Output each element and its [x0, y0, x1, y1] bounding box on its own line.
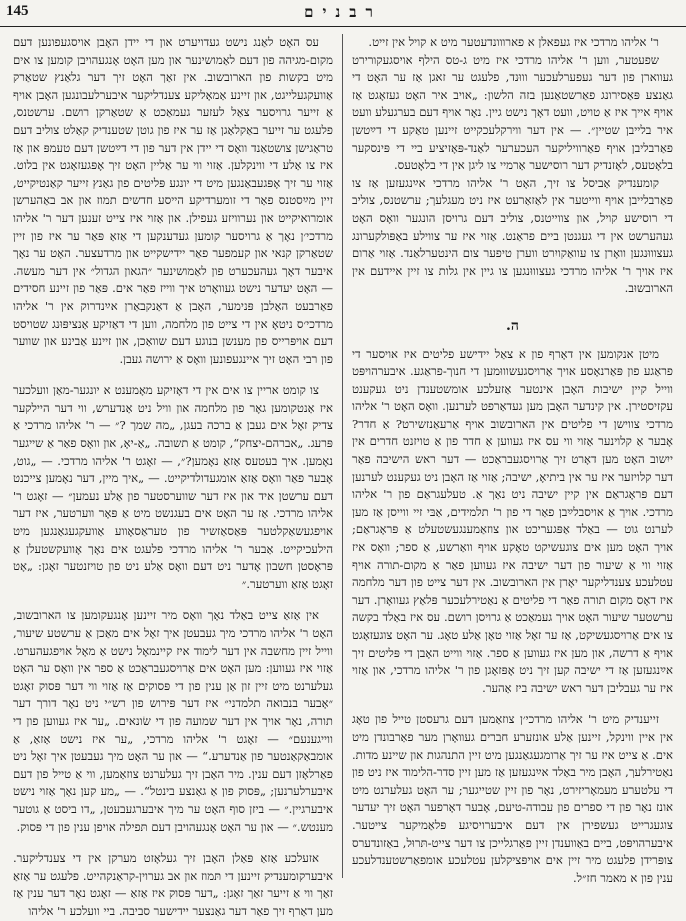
paragraph-gap: [13, 836, 333, 850]
right-column: [343, 34, 682, 885]
paragraph: ר' אליהו מרדכי איז געפאלן א פארווונדעטער מיט א קויל אין זייט.: [368, 35, 659, 49]
paragraph-gap: [13, 593, 333, 607]
text-columns: [4, 34, 682, 918]
paragraph: אין אַזאַ צייט באַלד נאָך וואָס מיר זיינען אָנגעקומען צו הארובשוב, האָט ר' אליהו מרדכי מיך געבעטן איך זאָל אים מאַכן אַ ערשטע שיעור, ווייל זיין מחשבה אין דער לימוד איז קיינמאָל נישט אַ מאָל אויפגעהערט. אַזוי איז געווען: מען האָט אים אַרויסגעבראַכט אַ ספר אין וואָס ער האָט געלערנט מיט זיין זון אַן ענין פון די פּסוקים אַז אַזוי ווי דער פּסוק זאָגט ״אָבער בנבואה תלמדני״ איז דער פּירוש פון רש״י ניט נאָר דורך דער תורה, נאָר אויך אין דער שמועה פון די שׂונאים. „ער איז געווען פון די ווייגענעם״ — זאָגט ר' אליהו מרדכי, „ער איז נישט אַזאַ, אַ אומבאַקאַנטער פון אַנדערע.“ — און ער האָט מיך געבעטן איך זאָל ניט פאַרלאָזן דעם ענין. מיר האָבן זיך געלערנט צוזאַמען, ווי אַ טייל פון דעם איבערלערנען; „פּסוק פון אַ גאַנצע בינטל“. — „מע קען נאָך אַזוי נישט איבערגיין.״ — ביזן סוף האָט ער מיך איבערגעבעטן, „דו ביסט אַ גוטער מענטש.״ — און ער האָט אָנגעהויבן דעם תּפילה אויפן ענין פון די פּסוק.: [13, 608, 333, 834]
paragraph: זייענדיק מיט ר' אליהו מרדכי׳ן צוזאַמען דעם גרעסטן טייל פון טאָג אין איין ווינקל, זיינען אַלע אונזערע חברים געוואָרן מער פאַרבונדן מיט אים. אַ צייט איז ער זיך אַרומגעגאַנגען מיט זיין התנהגות און שיינע מדות. נאַטירלעך, האָבן מיר באַלד אײַנגעזען אַז מען זיין סדר-הלימוד איז ניט פון די עלטערע מעמאָריזירט, נאָר פון זיין שטייגער; ער האָט געלערנט מיט אונז נאָר פון די ספרים פון עבודה-טיעם, אָבער דאָרפער האָט זיך יעדער צוגעגרייט געשפירן אין דעם איבערויסיגע פּלאַמיקער צייטער. איבערהויפּט, ביים באַווענדן זיין פאַרגלייכן צו דער צייט-תּרוּל, באַזונדערס צופּרידן פלעגט מיר זיין אים אויפּציקלען עטלעכע אומפאַרשטענדלעכע ענין פון א מאמר חז״ל.: [352, 712, 673, 885]
paragraph: עס האָט לאַנג נישט געדויערט און די יידן האָבן אויסגעפונען דעם מקום-מגיהה פון דעם לאַמושינער און מען האָט אָנגעהויבן קומען צו אים מיט בקשות פון הארובשוב. אין זאַך האָט זיך דער גלאַנץ שטאַרק אַוועקגעלייגט, און זיינע אַמאָליקע צענדליקער איבערלעבונגען האָבן אויף אַ זייער גרויסער צאַל לעזער געמאַכט אַ שטאַרקן רושם. ערשטנס, פלעגט ער זייער באַקלאַגן אַז ער איז פון גוטן שטענדיק קאַלט צוליב דעם טראַגישן צושטאַנד וואָס די יידן אין דער פון די דײַטשן דעם טעמפּ און אַז איז צו אַלע די ווינקלען. אַזוי ווי ער אַליין האָט זיך אָפּגעזאָגט אין בלוט. אַזוי ער זיך אָפּגעבאַנגען מיט די יונגע פּליטים פון גאַנץ זייער קאַנטיקייט, זיין מײַסטנס פאַר די זומערדיקע הייסע חדשים תמוז און אב באַהערשן אומרואיקייט און נערוויזע געפילן. און אַזוי איז צייט זענען דער ר' אליהו מרדכי׳ן נאָך אַ גרויסער קומען געדענקען די אַזאַ פּאַר ער איז פון זיין שטאַרקן קנאי און קעמפער פאַר יידישקייט און מרדעצער. האָט ער נאָך איבער דאָך געהעכערט פון לאַמושינער ״הגאון הגדול״ אין דער מעשה.— האָט יעדער נישט געוואָרט איך ווייז פאַר אים. פּאַר פון זיינע חסידים פאַרבעט האַלבן פּנימער, האָבן אַ דאַנקבאַרן אײַנדרוק אין ר' אליהו מרדכי׳ס ניטאָ אין די צייט פון מלחמה, ווען די דאַזיקע אַנציפּוּנג שטויסט דעם אויפּרייס פון מענשן בנוגע דעם שוואַכן, און זיינע אַבינע און שווער פון רבי האָט זיך איינגעפונען וואָס אַ ירושה געבן.: [13, 35, 333, 366]
paragraph: מיטן אנקומען אין דאָרף פון א צאַל יידישע פליטים איז אויסער די פראַגע פון פּאַרנאָסע אויך אַרויסגעשוווּמען די חנוך-פראַגע. איבערהויפּט ווייל קיין ישיבות האָבן אינטער אַזעלכע אומשטענדן ניט געקענט עקזיסטירן. אין קינדער האָבן מען געדאַרפט לערנען. וואָס האָט ר' אליהו מרדכי צווישן די פליטים אין הארובשוב אויף אַרעאַנזשירט? אַ חדר? אָבער אַ קלוינער אַזוי ווי עס איז געווען אַ חדר פון אַ טויזנט חדרים אין ייִשוב האָט מען דאָרט זיך אַרויסגעבראַכט — דער ראש הישיבה פאַר דער קלויזער איז ער אין ביתיאָ, ישיבה; אַזוי אַז האָבן ניט געקענט לערנען דעם פּראָגראַם אין קיין ישיבה ניט נאַך אַ. טעלעגראַם פון ר' אליהו מרדכי. אויך אַ אויסבלײַבן פאַר די פון ר' תלמידים, אַבּי זיי ווייסן אַז מען לערנט גוט — באַלד אַפּגעריכט און צוזאַמענגעשטעלט אַ פּראָגראַם; אויך האָט מען אים צוגעשיקט טאָקע אויף וואַרשע, אַ ספר; וואָס איז אַזוי ווי אַ שיעור פון דער ישיבה איז געווען פאַר אַ מקום-תורה אויף עטלעכע צענדליקער יאָרן אין הארובשוב. אין דער צייט פון דער מלחמה איז דאָס מקום תורה פאַר די פליטים אַ נאַטירלעכער פּלאַץ געוואָרן. דער ערשטער שיעור האָט אויך געמאַכט אַ גרויסן רושם. עס איז באַלד בקשה צו אים אַרויסגעשיקט, אַז ער זאָל אַזוי טאָן אַלע טאָג. ער האָט צוגעזאָגט אויף אַ דרשה, און מען איז געווען אַ ספר. אַזוי ווייט האָבן די פּליטים זיך אײַנגעזען אַז די ישיבה קען זיך ניט אָפּזאָגן פון ר' אליהו מרדכי, און אַזוי איז ער געבליבן דער ראש ישיבה ביז אַהער.: [352, 346, 673, 695]
running-head: רבנים: [304, 3, 382, 21]
paragraph: שפעטער, ווען ר' אליהו מרדכי איז מיט ג-טס הילף אויסגעקורירט געווארן פון דער געפערלעכער וווּנד, פלעגט ער זאגן אַז ער האָט די גאַנצע פּאַסירונג פאַרשטאַנען בזה הלשון: „אויב איר האָט געזאָגט אַז אויף אייך איז אַ טויט, וועט דאָך נישט גיין. נאָר אויף דעם בערגעלע וועט איר בלייבן שטיין״. — אין דער ווירקלעכקייט זיינען טאַקע די דײַטשן פאַרבליבן אויף פאַרוויליקער העכערער לאַנד-פּאָזיציע ביי די פּינסקער בלאָטעס, לאָזנדיק דער רוסישער אַרמיי צו ליגן אין די בלאָטעס.: [352, 52, 673, 173]
paragraph-gap: [352, 697, 673, 711]
page-header: [0, 0, 686, 27]
paragraph: צו קומט אריין צו אים אין די דאָזיקע מאָמענט א יונגער-מאַן וועלכער איז אַנטקומען גאָר פון מלחמה און וויל ניט אַנדערש, ווי דער היילקער צדיק זאָל אים געבן אַ ברכה בעגן, „מה שמך ?״ — ר' אליהו מרדכי אַ פּרעג. „אברהם-יצחק“, קומט אַ תשובה. „אַ-יאָ, און וואָס פאַר אַ שייגער נאָמען. איך בעטעס אַזאַ נאָמען?״, — זאָגט ר' אליהו מרדכי. — „גוט, אָבער פאַר וואָס אַזאַ אומגעדולדיקייט. — „איך מיין, דער נאָמען צייכנט דעם ערשטן איד און איז דער שווערסטער פון אַלע נעמען״ — זאָגט ר' אליהו מרדכי. אַז ער האָט אים בעגנשט מיט אַ פּאָר ווערטער, איז דער אויפגעשאַקלטער פּאַסאַזשיר פון טעראַסאָווע אַוועקגעגאַנגען מיט הילעכיקייט. אַבער ר' אליהו מרדכי פלעגט אים נאָך אָוועקשטעלן אַ פּראָסטן חשבון אָדער ניט דעם וואָס אַלע ניט פון טויזנטער זאָגן: „אָט זאָגט אַזאַ ווערטער.״: [13, 383, 333, 591]
paragraph-gap: [13, 368, 333, 382]
paragraph: אזעלכע אַזאַ פּאַלן האָבן זיך געלאָזט מערקן אין די צענדליקער. איבערקומענדיק זיינען די תּמוז און אב גערוין-קראַנקהייט. פלעגט ער אַזאַ זאַך ווי אַ זייער זאַך זאָגן: „דער פּסוק איז אַזאַ — זאָגט נאָר דער ענין אַז מען דאַרף זיך פאַר דער גאַנצער יידישער סביבה. ביי וועלכע ר' אליהו: [13, 851, 333, 918]
section-heading: ה.: [506, 317, 519, 334]
paragraph: קומענדיק אַביסל צו זיך, האָט ר' אליהו מרדכי אײַנגעזען אַז צו פאַרבלייבן אויף ווייטער אין לאַזאַרעט איז ניט מעגלעך; ערשטנס, צוליב די רוסישע קויל, און צווייטנס, צוליב דעם גרויסן הונגער וואָס האָט געהערשט אין די געגנטן ביים פראַנט. אַזוי איז ער צווילע באַפּולקערונג געצוווּנגען וואָרן צו עוואַקויִרט ווערן טיפער צום הינטערלאַנד. אַזוי אַרום איז אויך ר' אליהו מרדכי געצוווּנגען צו גיין אין גלות צו זיין איידעם אין הארובשוּב.: [352, 175, 673, 296]
left-column: [4, 34, 343, 918]
page-number: 145: [6, 3, 29, 19]
